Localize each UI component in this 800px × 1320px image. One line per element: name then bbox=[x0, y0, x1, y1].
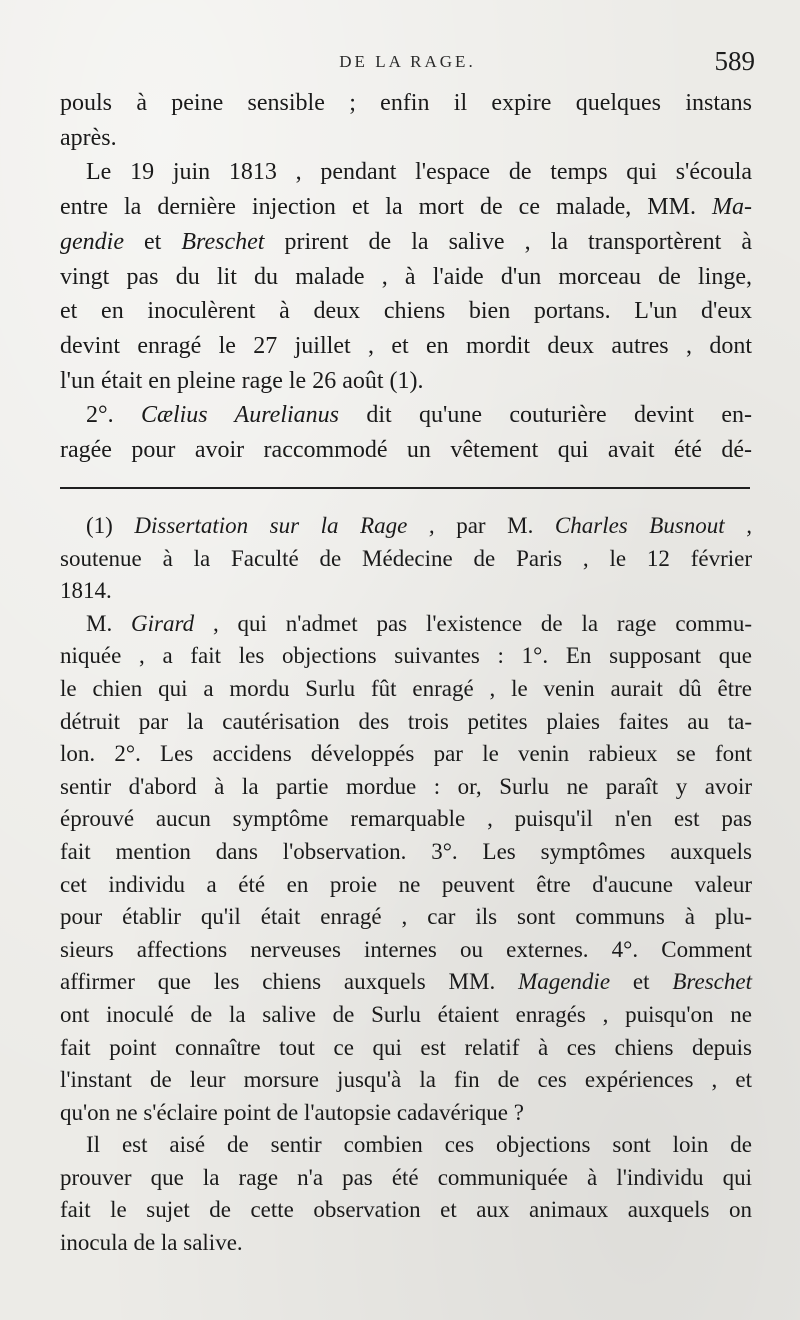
italic-name: Ma- bbox=[712, 194, 752, 221]
text-fragment: affirmer que les chiens auxquels MM. bbox=[60, 969, 519, 995]
footnote-line: lon. 2°. Les accidens développés par le venin rabieux se font bbox=[60, 741, 752, 767]
footnote-line bbox=[60, 608, 752, 641]
italic-name: Breschet bbox=[181, 228, 265, 255]
italic-name: Magendie bbox=[518, 969, 611, 995]
text-fragment: 2°. bbox=[86, 402, 141, 429]
footnote-line: Il est aisé de sentir combien ces objections sont loin de bbox=[86, 1132, 752, 1158]
footnote-line: fait mention dans l'observation. 3°. Les symptômes auxquels bbox=[60, 838, 752, 864]
footnote-line bbox=[60, 966, 752, 999]
text-line: et en inoculèrent à deux chiens bien portans. L'un d'eux bbox=[60, 298, 752, 325]
footnote-line: ont inoculé de la salive de Surlu étaient enragés , puisqu'on ne bbox=[60, 1001, 752, 1027]
text-line: l'un était en pleine rage le 26 août (1). bbox=[60, 367, 424, 394]
running-head: DE LA RAGE. bbox=[339, 52, 476, 71]
text-line: vingt pas du lit du malade , à l'aide d'un morceau de linge, bbox=[60, 263, 752, 290]
footnote-line: le chien qui a mordu Surlu fût enragé , le venin aurait dû être bbox=[60, 675, 752, 701]
footnote-line: 1814. bbox=[60, 578, 112, 604]
footnote-line: niquée , a fait les objections suivantes : 1°. En supposant que bbox=[60, 643, 752, 669]
page-number: 589 bbox=[714, 46, 755, 76]
text-line bbox=[60, 225, 752, 260]
footnote-line: inocula de la salive. bbox=[60, 1230, 243, 1256]
text-fragment: par M. bbox=[434, 513, 555, 538]
italic-name: Cælius Aurelianus bbox=[140, 402, 339, 429]
italic-title: Dissertation sur la Rage , bbox=[134, 513, 435, 538]
footnote-line: fait point connaître tout ce qui est relatif à ces chiens depuis bbox=[60, 1034, 752, 1060]
text-line bbox=[60, 190, 752, 225]
text-line bbox=[60, 398, 752, 433]
text-line: pouls à peine sensible ; enfin il expire quelques instans bbox=[60, 90, 752, 116]
footnote-divider bbox=[60, 487, 750, 489]
italic-name: Charles Busnout , bbox=[554, 513, 753, 538]
footnote-line: prouver que la rage n'a pas été communiquée à l'individu qui bbox=[60, 1164, 752, 1190]
footnote-marker: (1) bbox=[86, 513, 135, 538]
footnote-line: qu'on ne s'éclaire point de l'autopsie cadavérique ? bbox=[60, 1099, 524, 1125]
text-fragment: dit qu'une couturière devint en- bbox=[339, 402, 752, 429]
text-line: Le 19 juin 1813 , pendant l'espace de temps qui s'écoula bbox=[86, 159, 752, 186]
italic-name: gendie bbox=[60, 228, 124, 255]
footnote-line: soutenue à la Faculté de Médecine de Paris , le 12 février bbox=[60, 545, 752, 571]
italic-name: Girard bbox=[131, 610, 195, 636]
text-line: ragée pour avoir raccommodé un vêtement qui avait été dé- bbox=[60, 437, 752, 464]
footnote-line: détruit par la cautérisation des trois petites plaies faites au ta- bbox=[60, 708, 752, 734]
text-fragment: prirent de la salive , la transportèrent à bbox=[264, 228, 752, 255]
main-text bbox=[60, 86, 752, 468]
footnote-line bbox=[60, 510, 752, 543]
page-header bbox=[60, 46, 755, 82]
text-line: devint enragé le 27 juillet , et en mordit deux autres , dont bbox=[60, 332, 752, 359]
text-fragment: entre la dernière injection et la mort de ce malade, MM. bbox=[60, 194, 696, 221]
text-fragment: et bbox=[123, 228, 182, 255]
footnote-line: sentir d'abord à la partie mordue : or, Surlu ne paraît y avoir bbox=[60, 773, 752, 799]
text-line: après. bbox=[60, 124, 117, 151]
footnote-line: l'instant de leur morsure jusqu'à la fin de ces expériences , et bbox=[60, 1067, 752, 1093]
text-fragment: , qui n'admet pas l'existence de la rage commu- bbox=[194, 610, 752, 636]
text-fragment: et bbox=[610, 969, 673, 995]
italic-name: Breschet bbox=[672, 969, 752, 995]
text-fragment: M. bbox=[86, 610, 132, 636]
footnote-line: fait le sujet de cette observation et aux animaux auxquels on bbox=[60, 1197, 752, 1223]
footnote-line: éprouvé aucun symptôme remarquable , puisqu'il n'en est pas bbox=[60, 806, 752, 832]
footnotes bbox=[60, 510, 752, 1260]
footnote-line: pour établir qu'il était enragé , car ils sont communs à plu- bbox=[60, 904, 752, 930]
footnote-line: cet individu a été en proie ne peuvent être d'aucune valeur bbox=[60, 871, 752, 897]
footnote-line: sieurs affections nerveuses internes ou externes. 4°. Comment bbox=[60, 936, 752, 962]
